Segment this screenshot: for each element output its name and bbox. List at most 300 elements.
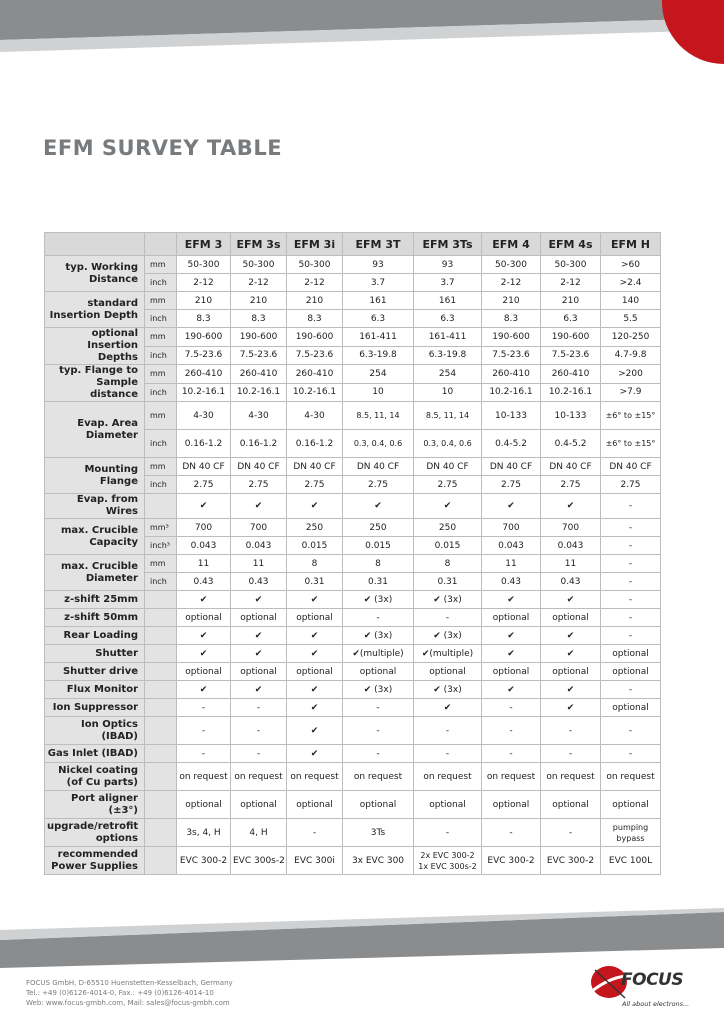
value-cell: 10.2-16.1 [287,383,343,402]
value-cell: 6.3 [343,310,414,328]
value-cell: 7.5-23.6 [482,346,541,365]
value-cell: - [287,819,343,847]
value-cell: on request [601,763,661,791]
row-label: typ. Working Distance [45,256,145,292]
value-cell: 0.16-1.2 [177,430,231,458]
unit-cell: inch [145,430,177,458]
value-cell: 50-300 [287,256,343,274]
value-cell: ✔ (3x) [414,627,482,645]
value-cell: 0.043 [541,537,601,555]
value-cell: 2.75 [287,476,343,494]
value-cell: 93 [414,256,482,274]
value-cell: 0.43 [541,573,601,591]
logo-tagline: All about electrons... [622,1000,690,1008]
row-label: Nickel coating (of Cu parts) [45,763,145,791]
value-cell: 250 [343,519,414,537]
value-cell: - [601,609,661,627]
value-cell: EVC 100L [601,847,661,875]
row-label: max. Crucible Capacity [45,519,145,555]
table-row [45,519,661,537]
value-cell: optional [177,663,231,681]
value-cell: - [482,717,541,745]
table-row [45,609,661,627]
value-cell: 190-600 [287,328,343,347]
value-cell: 3Ts [343,819,414,847]
footer-band [0,908,724,968]
table-row [45,819,661,847]
value-cell: ✔ [541,681,601,699]
value-cell: optional [482,609,541,627]
value-cell: ✔ [287,627,343,645]
value-cell: 10.2-16.1 [177,383,231,402]
value-cell: 210 [287,292,343,310]
table-row [45,699,661,717]
row-label: upgrade/retrofit options [45,819,145,847]
value-cell: 8.3 [482,310,541,328]
unit-cell: mm [145,292,177,310]
value-cell: 210 [541,292,601,310]
value-cell: 161-411 [414,328,482,347]
table-row [45,745,661,763]
value-cell: 2.75 [541,476,601,494]
value-cell: 161 [414,292,482,310]
value-cell: 0.16-1.2 [231,430,287,458]
value-cell: 2.75 [482,476,541,494]
table-row [45,763,661,791]
unit-cell [145,591,177,609]
row-label: typ. Flange to Sample distance [45,365,145,402]
value-cell: 2-12 [177,274,231,292]
value-cell: ✔ [231,645,287,663]
unit-cell [145,763,177,791]
value-cell: ✔ [482,681,541,699]
value-cell: on request [231,763,287,791]
row-label: Shutter drive [45,663,145,681]
value-cell: - [177,717,231,745]
value-cell: 3s, 4, H [177,819,231,847]
value-cell: optional [541,663,601,681]
value-cell: 50-300 [482,256,541,274]
row-label: optional Insertion Depths [45,328,145,365]
header-corner [45,233,145,256]
value-cell: 260-410 [482,365,541,384]
value-cell: 700 [231,519,287,537]
value-cell: 3x EVC 300 [343,847,414,875]
value-cell: 8.5, 11, 14 [343,402,414,430]
value-cell: EVC 300-2 [541,847,601,875]
value-cell: - [541,717,601,745]
value-cell: 0.043 [482,537,541,555]
value-cell: - [601,745,661,763]
value-cell: ✔ [414,494,482,519]
value-cell: 190-600 [541,328,601,347]
value-cell: 2-12 [231,274,287,292]
value-cell: - [231,745,287,763]
value-cell: - [414,819,482,847]
row-label: standard Insertion Depth [45,292,145,328]
unit-cell [145,645,177,663]
value-cell: - [601,519,661,537]
value-cell: 0.43 [231,573,287,591]
value-cell: 161-411 [343,328,414,347]
value-cell: >200 [601,365,661,384]
survey-table [44,232,661,875]
value-cell: >2.4 [601,274,661,292]
value-cell: 0.043 [177,537,231,555]
column-header: EFM 4s [541,233,601,256]
value-cell: 4-30 [231,402,287,430]
value-cell: - [601,591,661,609]
value-cell: ✔ [231,591,287,609]
value-cell: - [601,717,661,745]
row-label: Evap. Area Diameter [45,402,145,458]
footer-address: FOCUS GmbH, D-65510 Huenstetten-Kesselbach, Germany [26,979,233,987]
header-unit-corner [145,233,177,256]
value-cell: 2-12 [287,274,343,292]
value-cell: ✔ [541,591,601,609]
value-cell: ✔ [287,494,343,519]
value-cell: 700 [541,519,601,537]
value-cell: 8.3 [287,310,343,328]
value-cell: 260-410 [287,365,343,384]
unit-cell [145,791,177,819]
value-cell: 11 [177,555,231,573]
value-cell: DN 40 CF [541,458,601,476]
table-row [45,555,661,573]
value-cell: ✔ [177,645,231,663]
value-cell: - [414,609,482,627]
value-cell: ✔ [231,681,287,699]
value-cell: DN 40 CF [287,458,343,476]
value-cell: - [601,681,661,699]
unit-cell: mm [145,402,177,430]
table-row [45,458,661,476]
value-cell: 260-410 [177,365,231,384]
value-cell: optional [482,791,541,819]
value-cell: 2x EVC 300-2 1x EVC 300s-2 [414,847,482,875]
value-cell: optional [231,609,287,627]
value-cell: 0.015 [343,537,414,555]
column-header: EFM 3T [343,233,414,256]
value-cell: 8.3 [177,310,231,328]
value-cell: 0.043 [231,537,287,555]
value-cell: ±6° to ±15° [601,402,661,430]
value-cell: 0.4-5.2 [541,430,601,458]
value-cell: DN 40 CF [343,458,414,476]
value-cell: 2.75 [231,476,287,494]
footer-band-graphic [0,908,724,968]
value-cell: - [414,745,482,763]
column-header: EFM 3s [231,233,287,256]
value-cell: 260-410 [231,365,287,384]
table-row [45,627,661,645]
value-cell: 254 [414,365,482,384]
header-band-graphic [0,0,724,64]
value-cell: ✔ [482,494,541,519]
unit-cell [145,847,177,875]
value-cell: 210 [482,292,541,310]
unit-cell: inch [145,383,177,402]
unit-cell: mm [145,365,177,384]
value-cell: ✔ [287,681,343,699]
value-cell: ✔ [482,645,541,663]
unit-cell [145,609,177,627]
unit-cell: inch [145,573,177,591]
value-cell: 11 [482,555,541,573]
value-cell: 120-250 [601,328,661,347]
value-cell: 0.16-1.2 [287,430,343,458]
red-corner-shape [662,0,724,64]
unit-cell: mm [145,555,177,573]
value-cell: 4, H [231,819,287,847]
value-cell: 7.5-23.6 [177,346,231,365]
row-label: z-shift 50mm [45,609,145,627]
value-cell: 50-300 [541,256,601,274]
value-cell: optional [177,609,231,627]
value-cell: 3.7 [414,274,482,292]
value-cell: ✔ [541,699,601,717]
value-cell: optional [601,663,661,681]
row-label: Rear Loading [45,627,145,645]
unit-cell [145,699,177,717]
value-cell: optional [231,791,287,819]
value-cell: ✔ [287,745,343,763]
table-body [45,256,661,875]
value-cell: 50-300 [231,256,287,274]
unit-cell: inch [145,274,177,292]
value-cell: 11 [231,555,287,573]
page-title: EFM SURVEY TABLE [43,136,283,160]
value-cell: ✔ [541,627,601,645]
value-cell: 0.3, 0.4, 0.6 [414,430,482,458]
unit-cell: inch [145,346,177,365]
value-cell: ✔ [541,494,601,519]
value-cell: ✔(multiple) [414,645,482,663]
unit-cell: mm [145,256,177,274]
value-cell: optional [541,609,601,627]
value-cell: >7.9 [601,383,661,402]
value-cell: DN 40 CF [177,458,231,476]
unit-cell [145,717,177,745]
survey-table-container [44,232,660,875]
value-cell: 0.43 [482,573,541,591]
row-label: Flux Monitor [45,681,145,699]
value-cell: - [343,609,414,627]
value-cell: - [601,573,661,591]
value-cell: - [231,717,287,745]
table-row [45,494,661,519]
value-cell: 6.3 [414,310,482,328]
value-cell: ✔(multiple) [343,645,414,663]
value-cell: 0.3, 0.4, 0.6 [343,430,414,458]
value-cell: on request [541,763,601,791]
value-cell: - [231,699,287,717]
value-cell: 254 [343,365,414,384]
value-cell: 93 [343,256,414,274]
value-cell: optional [343,663,414,681]
value-cell: 210 [231,292,287,310]
table-row [45,328,661,347]
value-cell: - [482,819,541,847]
value-cell: optional [482,663,541,681]
table-header-row [45,233,661,256]
value-cell: ✔ (3x) [414,681,482,699]
value-cell: EVC 300s-2 [231,847,287,875]
value-cell: 210 [177,292,231,310]
value-cell: on request [414,763,482,791]
value-cell: 250 [287,519,343,537]
logo-wordmark: FOCUS [621,970,684,990]
value-cell: - [601,627,661,645]
value-cell: - [343,745,414,763]
value-cell: ✔ (3x) [343,591,414,609]
value-cell: - [414,717,482,745]
unit-cell [145,681,177,699]
value-cell: 0.4-5.2 [482,430,541,458]
unit-cell [145,745,177,763]
value-cell: EVC 300-2 [177,847,231,875]
value-cell: optional [601,699,661,717]
value-cell: 700 [177,519,231,537]
row-label: Gas Inlet (IBAD) [45,745,145,763]
value-cell: - [482,699,541,717]
unit-cell: mm [145,458,177,476]
value-cell: ±6° to ±15° [601,430,661,458]
value-cell: optional [414,791,482,819]
value-cell: optional [231,663,287,681]
footer-web: Web: www.focus-gmbh.com, Mail: sales@focus-gmbh.com [26,999,230,1007]
value-cell: on request [343,763,414,791]
column-header: EFM 3Ts [414,233,482,256]
value-cell: 190-600 [482,328,541,347]
value-cell: ✔ [482,591,541,609]
value-cell: 3.7 [343,274,414,292]
column-header: EFM 3i [287,233,343,256]
value-cell: - [601,555,661,573]
value-cell: 7.5-23.6 [287,346,343,365]
value-cell: optional [601,791,661,819]
unit-cell: mm [145,328,177,347]
unit-cell [145,663,177,681]
value-cell: pumping bypass [601,819,661,847]
focus-logo [585,962,695,1012]
unit-cell: mm³ [145,519,177,537]
value-cell: 8 [414,555,482,573]
value-cell: 10.2-16.1 [541,383,601,402]
column-header: EFM 3 [177,233,231,256]
unit-cell [145,627,177,645]
value-cell: 7.5-23.6 [541,346,601,365]
value-cell: ✔ [177,494,231,519]
value-cell: 10-133 [482,402,541,430]
value-cell: optional [287,663,343,681]
value-cell: - [177,745,231,763]
column-header: EFM H [601,233,661,256]
unit-cell: inch [145,476,177,494]
value-cell: 10 [414,383,482,402]
value-cell: optional [287,609,343,627]
value-cell: EVC 300-2 [482,847,541,875]
header-band [0,0,724,64]
value-cell: 2.75 [177,476,231,494]
value-cell: 8 [343,555,414,573]
table-row [45,847,661,875]
value-cell: 10.2-16.1 [231,383,287,402]
value-cell: 0.31 [287,573,343,591]
value-cell: DN 40 CF [601,458,661,476]
value-cell: 700 [482,519,541,537]
table-row [45,663,661,681]
value-cell: ✔ [343,494,414,519]
value-cell: 260-410 [541,365,601,384]
value-cell: 250 [414,519,482,537]
value-cell: 10.2-16.1 [482,383,541,402]
value-cell: DN 40 CF [482,458,541,476]
value-cell: ✔ [177,591,231,609]
value-cell: on request [482,763,541,791]
value-cell: - [482,745,541,763]
unit-cell: inch³ [145,537,177,555]
unit-cell [145,819,177,847]
value-cell: ✔ (3x) [414,591,482,609]
table-row [45,645,661,663]
footer-contact [26,978,233,1008]
row-label: z-shift 25mm [45,591,145,609]
table-row [45,292,661,310]
value-cell: 10-133 [541,402,601,430]
value-cell: 2.75 [343,476,414,494]
value-cell: 190-600 [177,328,231,347]
value-cell: EVC 300i [287,847,343,875]
value-cell: - [343,717,414,745]
value-cell: ✔ [231,627,287,645]
value-cell: 2-12 [482,274,541,292]
value-cell: on request [177,763,231,791]
row-label: Evap. from Wires [45,494,145,519]
value-cell: 0.43 [177,573,231,591]
value-cell: 8.3 [231,310,287,328]
table-row [45,402,661,430]
value-cell: ✔ [287,591,343,609]
value-cell: ✔ [287,699,343,717]
value-cell: 0.015 [414,537,482,555]
value-cell: - [343,699,414,717]
value-cell: 2-12 [541,274,601,292]
unit-cell [145,494,177,519]
value-cell: optional [177,791,231,819]
value-cell: optional [601,645,661,663]
row-label: Mounting Flange [45,458,145,494]
unit-cell: inch [145,310,177,328]
value-cell: DN 40 CF [231,458,287,476]
value-cell: ✔ (3x) [343,627,414,645]
value-cell: 6.3-19.8 [343,346,414,365]
value-cell: ✔ [287,717,343,745]
value-cell: ✔ [541,645,601,663]
value-cell: 190-600 [231,328,287,347]
value-cell: 7.5-23.6 [231,346,287,365]
row-label: max. Crucible Diameter [45,555,145,591]
value-cell: 0.015 [287,537,343,555]
value-cell: 5.5 [601,310,661,328]
value-cell: - [177,699,231,717]
table-row [45,681,661,699]
value-cell: optional [541,791,601,819]
value-cell: optional [414,663,482,681]
row-label: Shutter [45,645,145,663]
value-cell: ✔ (3x) [343,681,414,699]
value-cell: ✔ [482,627,541,645]
